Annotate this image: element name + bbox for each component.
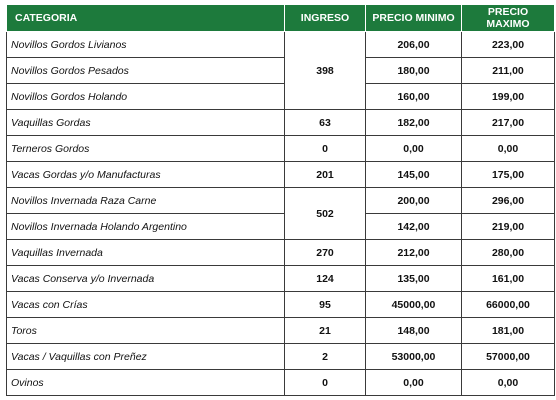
precio-minimo-cell: 145,00 <box>366 162 462 188</box>
precio-maximo-cell: 175,00 <box>462 162 555 188</box>
precio-maximo-cell: 217,00 <box>462 110 555 136</box>
table-row <box>7 292 555 318</box>
precio-maximo-cell: 211,00 <box>462 58 555 84</box>
ingreso-cell: 0 <box>285 370 366 396</box>
categoria-cell: Vaquillas Gordas <box>7 110 285 136</box>
precio-maximo-cell: 0,00 <box>462 370 555 396</box>
table-row <box>7 344 555 370</box>
categoria-cell: Vacas Gordas y/o Manufacturas <box>7 162 285 188</box>
table-row <box>7 162 555 188</box>
table-row <box>7 32 555 58</box>
table-row <box>7 266 555 292</box>
header-ingreso: INGRESO <box>285 5 366 32</box>
ingreso-cell: 201 <box>285 162 366 188</box>
categoria-cell: Vacas Conserva y/o Invernada <box>7 266 285 292</box>
precio-minimo-cell: 135,00 <box>366 266 462 292</box>
precio-minimo-cell: 160,00 <box>366 84 462 110</box>
table-row <box>7 188 555 214</box>
precio-maximo-cell: 66000,00 <box>462 292 555 318</box>
ingreso-cell: 0 <box>285 136 366 162</box>
precio-maximo-cell: 280,00 <box>462 240 555 266</box>
prices-table <box>6 4 555 396</box>
categoria-cell: Novillos Gordos Pesados <box>7 58 285 84</box>
precio-minimo-cell: 148,00 <box>366 318 462 344</box>
precio-minimo-cell: 212,00 <box>366 240 462 266</box>
table-row <box>7 110 555 136</box>
table-row <box>7 370 555 396</box>
table-row <box>7 240 555 266</box>
categoria-cell: Vacas con Crías <box>7 292 285 318</box>
precio-minimo-cell: 142,00 <box>366 214 462 240</box>
precio-maximo-cell: 57000,00 <box>462 344 555 370</box>
precio-minimo-cell: 182,00 <box>366 110 462 136</box>
ingreso-cell: 502 <box>285 188 366 240</box>
ingreso-cell: 95 <box>285 292 366 318</box>
categoria-cell: Novillos Gordos Holando <box>7 84 285 110</box>
precio-minimo-cell: 180,00 <box>366 58 462 84</box>
header-row <box>7 5 555 32</box>
header-precio-minimo: PRECIO MINIMO <box>366 5 462 32</box>
precio-maximo-cell: 296,00 <box>462 188 555 214</box>
table-row <box>7 214 555 240</box>
precio-minimo-cell: 0,00 <box>366 136 462 162</box>
categoria-cell: Ovinos <box>7 370 285 396</box>
header-categoria: CATEGORIA <box>7 5 285 32</box>
ingreso-cell: 398 <box>285 32 366 110</box>
ingreso-cell: 2 <box>285 344 366 370</box>
categoria-cell: Vaquillas Invernada <box>7 240 285 266</box>
categoria-cell: Terneros Gordos <box>7 136 285 162</box>
precio-minimo-cell: 0,00 <box>366 370 462 396</box>
table-row <box>7 318 555 344</box>
precio-minimo-cell: 200,00 <box>366 188 462 214</box>
precio-maximo-cell: 223,00 <box>462 32 555 58</box>
precio-minimo-cell: 53000,00 <box>366 344 462 370</box>
precio-maximo-cell: 219,00 <box>462 214 555 240</box>
categoria-cell: Novillos Invernada Raza Carne <box>7 188 285 214</box>
ingreso-cell: 21 <box>285 318 366 344</box>
precio-maximo-cell: 0,00 <box>462 136 555 162</box>
categoria-cell: Novillos Invernada Holando Argentino <box>7 214 285 240</box>
ingreso-cell: 270 <box>285 240 366 266</box>
categoria-cell: Novillos Gordos Livianos <box>7 32 285 58</box>
categoria-cell: Vacas / Vaquillas con Preñez <box>7 344 285 370</box>
precio-maximo-cell: 181,00 <box>462 318 555 344</box>
header-precio-maximo: PRECIO MAXIMO <box>462 5 555 32</box>
precio-minimo-cell: 206,00 <box>366 32 462 58</box>
table-row <box>7 84 555 110</box>
categoria-cell: Toros <box>7 318 285 344</box>
precio-maximo-cell: 199,00 <box>462 84 555 110</box>
ingreso-cell: 124 <box>285 266 366 292</box>
precio-minimo-cell: 45000,00 <box>366 292 462 318</box>
table-row <box>7 58 555 84</box>
precio-maximo-cell: 161,00 <box>462 266 555 292</box>
ingreso-cell: 63 <box>285 110 366 136</box>
table-row <box>7 136 555 162</box>
